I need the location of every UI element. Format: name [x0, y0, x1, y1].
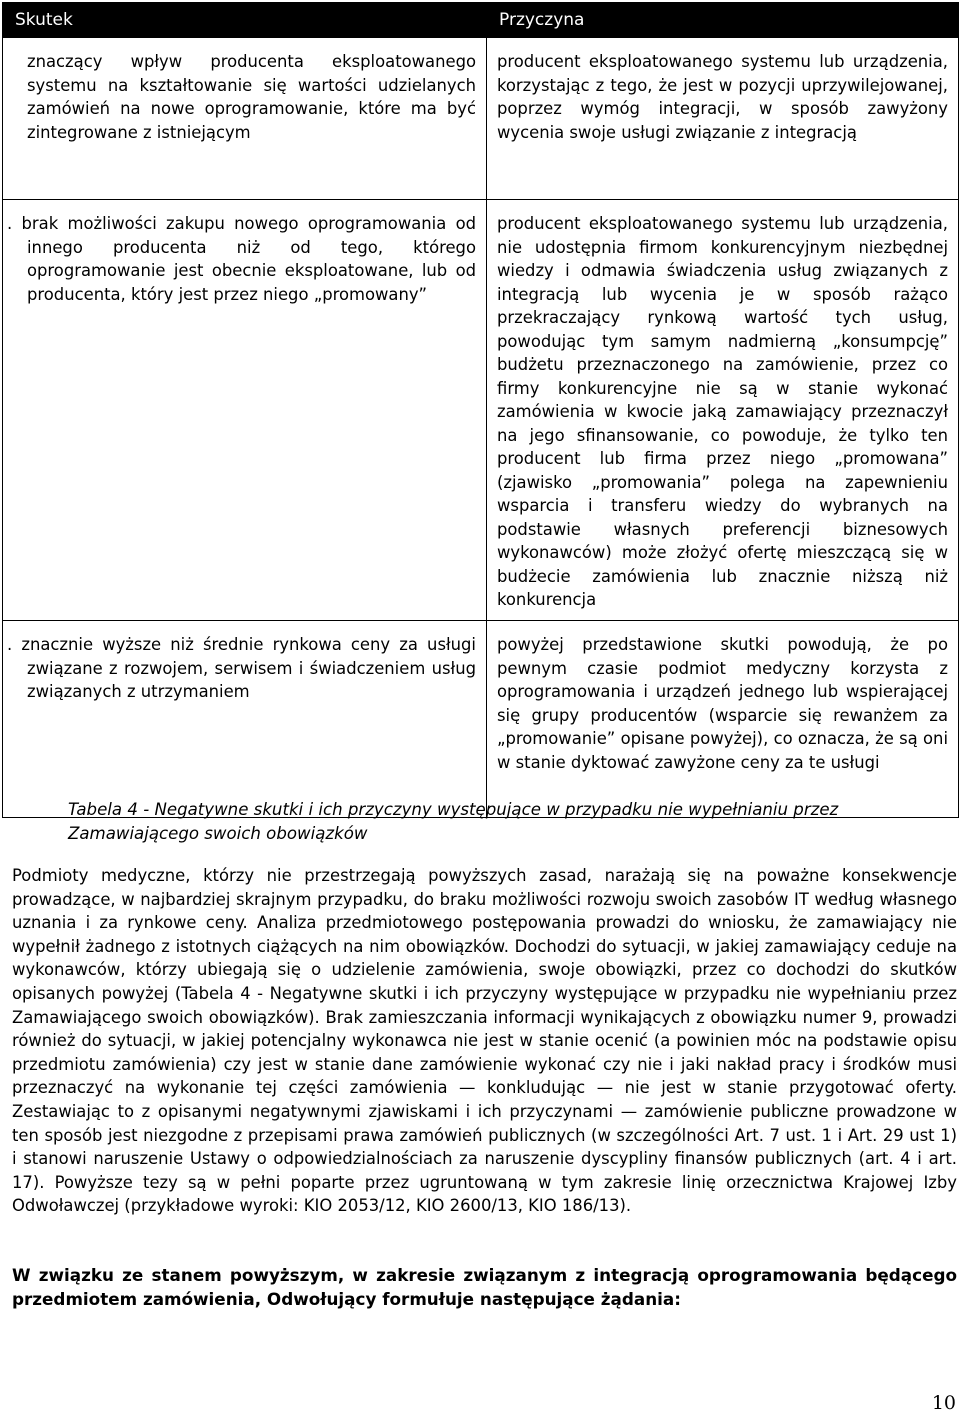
effect-cell	[3, 621, 487, 818]
cause-cell	[487, 621, 959, 818]
cause-cell	[487, 38, 959, 200]
effect-text: brak możliwości zakupu nowego oprogramowania od innego producenta niż od tego, którego oprogramowanie jest obecnie eksploatowane, lub od producenta, który jest przez niego „promowany”	[21, 214, 477, 304]
effect-cell	[3, 200, 487, 621]
table-row	[3, 38, 959, 200]
effect-text: znacznie wyższe niż średnie rynkowa ceny za usługi związane z rozwojem, serwisem i świadczeniem usług związanych z utrzymaniem	[21, 635, 476, 701]
cause-cell	[487, 200, 959, 621]
header-cause: Przyczyna	[487, 3, 959, 38]
body-paragraph: Podmioty medyczne, którzy nie przestrzegają powyższych zasad, narażają się na poważne konsekwencje prowadzące, w najbardziej skrajnym przypadku, do braku możliwości rozwoju swoich zasobów IT według własnego uznania i za rynkowe ceny. Analiza przedmiotowego postępowania prowadzi do wniosku, że zamawiający nie wypełnił żadnego z istotnych ciążących na nim obowiązków. Dochodzi do sytuacji, w jakiej zamawiający ceduje na wykonawców, którzy ubiegają się o udzielenie zamówienia, swoje obowiązki, przez co dochodzi do skutków opisanych powyżej (Tabela 4 - Negatywne skutki i ich przyczyny występujące w przypadku nie wypełnianiu przez Zamawiającego swoich obowiązków). Brak zamieszczania informacji wynikających z obowiązku numer 9, prowadzi również do sytuacji, w jakiej potencjalny wykonawca nie jest w stanie ocenić (a powinien móc na podstawie opisu przedmiotu zamówienia) czy jest w stanie dane zamówienie wykonać czy nie i jaki nakład pracy i środków musi przeznaczyć na wykonanie tej części zamówienia — konkludując — nie jest w stanie przygotować oferty. Zestawiając to z opisanymi negatywnymi zjawiskami i ich przyczynami — zamówienie publiczne prowadzone w ten sposób jest niezgodne z przepisami prawa zamówień publicznych (w szczególności Art. 7 ust. 1 i Art. 29 ust 1) i stanowi naruszenie Ustawy o odpowiedzialnościach za naruszenie dyscypliny finansów publicznych (art. 4 i art. 17). Powyższe tezy są w pełni poparte przez ugruntowaną w tym zakresie linię orzecznictwa Krajowej Izby Odwoławczej (przykładowe wyroki: KIO 2053/12, KIO 2600/13, KIO 186/13).	[12, 866, 957, 1216]
cause-text: producent eksploatowanego systemu lub urządzenia, korzystając z tego, że jest w pozycji uprzywilejowanej, poprzez wymóg integracji, w sposób zawyżony wycenia swoje usługi związanie z integracją	[497, 52, 948, 142]
effect-text: znaczący wpływ producenta eksploatowanego systemu na kształtowanie się wartości udzielanych zamówień na nowe oprogramowanie, które ma być zintegrowane z istniejącym	[27, 52, 476, 142]
final-statement: W związku ze stanem powyższym, w zakresie związanym z integracją oprogramowania będącego przedmiotem zamówienia, Odwołujący formułuje następujące żądania:	[12, 1265, 957, 1309]
table-row	[3, 200, 959, 621]
table-caption: Tabela 4 - Negatywne skutki i ich przyczyny występujące w przypadku nie wypełnianiu przez Zamawiającego swoich obowiązków	[68, 800, 839, 843]
table-row	[3, 621, 959, 818]
causes-effects-table	[2, 2, 959, 818]
page-number: 10	[931, 1392, 956, 1414]
cause-text: producent eksploatowanego systemu lub urządzenia, nie udostępnia firmom konkurencyjnym niezbędnej wiedzy i odmawia świadczenia usług związanych z integracją lub wycenia je w sposób rażąco przekraczający rynkową wartość tych usług, powodując tym samym nadmierną „konsumpcję” budżetu przeznaczonego na zamówienie, przez co firmy konkurencyjne nie są w stanie wykonać zamówienia w kwocie jaką zamawiający przeznaczył na jego sfinansowanie, co powoduje, że tylko ten producent lub firma przez niego „promowana” (zjawisko „promowania” polega na zapewnieniu wsparcia i transferu wiedzy do wybranych na podstawie własnych preferencji biznesowych wykonawców) może złożyć ofertę mieszczącą się w budżecie zamówienia lub znacznie niższą niż konkurencja	[497, 214, 948, 609]
cause-text: powyżej przedstawione skutki powodują, że po pewnym czasie podmiot medyczny korzysta z oprogramowania i urządzeń jednego lub wspierającej się grupy producentów (wsparcie się rewanżem za „promowanie” opisane powyżej), co oznacza, że są oni w stanie dyktować zawyżone ceny za te usługi	[497, 635, 948, 772]
effect-cell	[3, 38, 487, 200]
bullet-marker: .	[7, 635, 13, 654]
bullet-marker: .	[7, 214, 13, 233]
table-header-row	[3, 3, 959, 38]
header-effect: Skutek	[3, 3, 487, 38]
